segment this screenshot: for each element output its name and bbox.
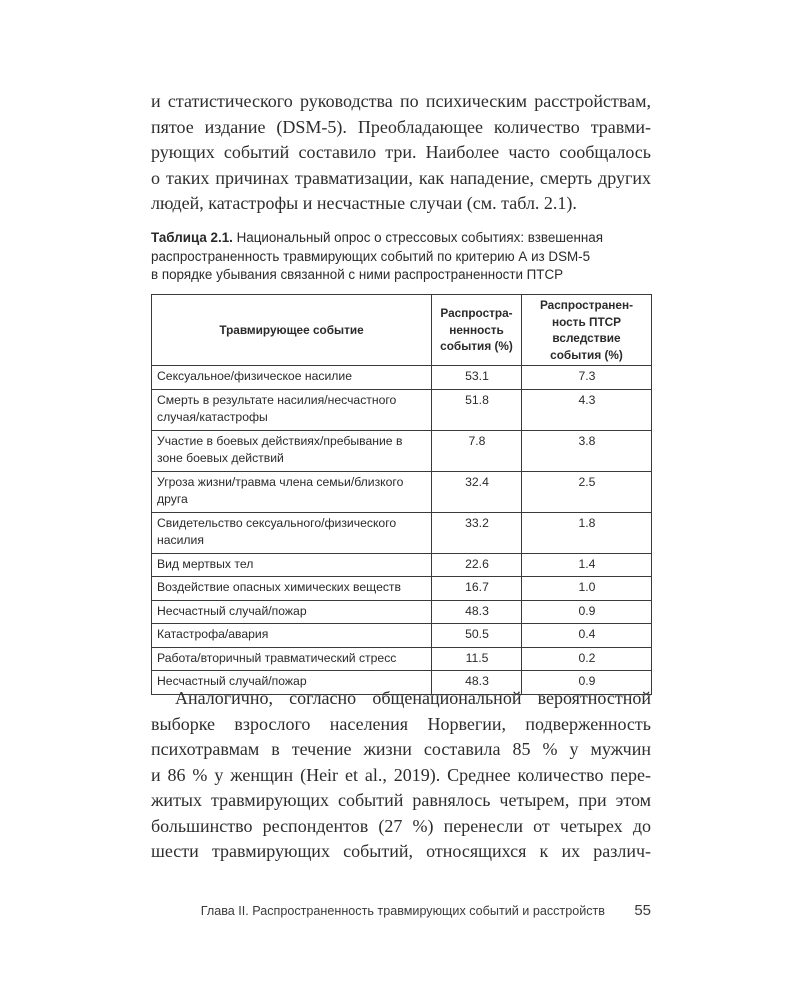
text-line: рующих событий составило три. Наиболее часто сообщалось (151, 142, 651, 162)
ptsd-cell: 1.4 (522, 553, 652, 577)
table-row (152, 471, 652, 512)
prevalence-cell: 48.3 (432, 600, 522, 624)
paragraph-bottom (151, 686, 651, 865)
ptsd-cell: 1.0 (522, 577, 652, 601)
table-caption-line: в порядке убывания связанной с ними распространенности ПТСР (151, 267, 564, 282)
ptsd-cell: 0.2 (522, 647, 652, 671)
text-line: шести травмирующих событий, относящихся к их различ- (151, 841, 651, 861)
text-line: Аналогично, согласно общенациональной вероятностной (175, 688, 651, 708)
table-header-row (152, 295, 652, 366)
prevalence-cell: 22.6 (432, 553, 522, 577)
table-row (152, 624, 652, 648)
table-caption-line: распространенность травмирующих событий по критерию А из DSM-5 (151, 248, 591, 264)
prevalence-cell: 16.7 (432, 577, 522, 601)
event-cell: Участие в боевых действиях/пребывание в зоне боевых действий (152, 430, 432, 471)
table-row (152, 512, 652, 553)
text-line: житых травмирующих событий равнялось четырем, при этом (151, 790, 651, 810)
event-cell: Работа/вторичный травматический стресс (152, 647, 432, 671)
text-line: и статистического руководства по психическим расстройствам, (151, 91, 651, 111)
prevalence-cell: 33.2 (432, 512, 522, 553)
table-row (152, 430, 652, 471)
prevalence-cell: 7.8 (432, 430, 522, 471)
table-caption-line: Национальный опрос о стрессовых событиях: взвешенная (232, 230, 603, 245)
ptsd-cell: 0.9 (522, 671, 652, 695)
text-line: пятое издание (DSM-5). Преобладающее количество травми- (151, 116, 651, 137)
page-number: 55 (634, 902, 651, 919)
ptsd-cell: 2.5 (522, 471, 652, 512)
text-line: выборке взрослого населения Норвегии, подверженность (151, 713, 651, 734)
ptsd-cell: 0.9 (522, 600, 652, 624)
ptsd-cell: 7.3 (522, 366, 652, 390)
table-row (152, 600, 652, 624)
prevalence-cell: 50.5 (432, 624, 522, 648)
event-cell: Воздействие опасных химических веществ (152, 577, 432, 601)
ptsd-cell: 1.8 (522, 512, 652, 553)
prevalence-cell: 48.3 (432, 671, 522, 695)
event-cell: Сексуальное/физическое насилие (152, 366, 432, 390)
prevalence-cell: 51.8 (432, 389, 522, 430)
paragraph-top (151, 89, 651, 217)
table-row (152, 389, 652, 430)
column-header-event: Травмирующее событие (152, 295, 432, 366)
event-cell: Несчастный случай/пожар (152, 671, 432, 695)
event-cell: Вид мертвых тел (152, 553, 432, 577)
table-row (152, 553, 652, 577)
event-cell: Несчастный случай/пожар (152, 600, 432, 624)
ptsd-cell: 3.8 (522, 430, 652, 471)
event-cell: Свидетельство сексуального/физического насилия (152, 512, 432, 553)
text-line: большинство респондентов (27 %) перенесли от четырех до (151, 815, 651, 836)
text-line: и 86 % у женщин (Heir et al., 2019). Среднее количество пере- (151, 764, 651, 785)
event-cell: Катастрофа/авария (152, 624, 432, 648)
prevalence-cell: 32.4 (432, 471, 522, 512)
table-row (152, 366, 652, 390)
column-header-prevalence: Распростра-ненность события (%) (432, 295, 522, 366)
prevalence-cell: 11.5 (432, 647, 522, 671)
trauma-events-table (151, 294, 652, 695)
text-line: психотравмам в течение жизни составила 85 % у мужчин (151, 739, 651, 759)
text-line: о таких причинах травматизации, как нападение, смерть других (151, 167, 651, 188)
ptsd-cell: 4.3 (522, 389, 652, 430)
text-line: людей, катастрофы и несчастные случаи (см. табл. 2.1). (151, 193, 577, 213)
running-title: Глава II. Распространенность травмирующих событий и расстройств (200, 904, 605, 918)
prevalence-cell: 53.1 (432, 366, 522, 390)
event-cell: Угроза жизни/травма члена семьи/близкого друга (152, 471, 432, 512)
table-caption (151, 229, 651, 285)
table-caption-label: Таблица 2.1. (151, 230, 233, 245)
table-row (152, 577, 652, 601)
ptsd-cell: 0.4 (522, 624, 652, 648)
column-header-ptsd: Распространен-ность ПТСР вследствие события (%) (522, 295, 652, 366)
event-cell: Смерть в результате насилия/несчастного случая/катастрофы (152, 389, 432, 430)
table-row (152, 647, 652, 671)
